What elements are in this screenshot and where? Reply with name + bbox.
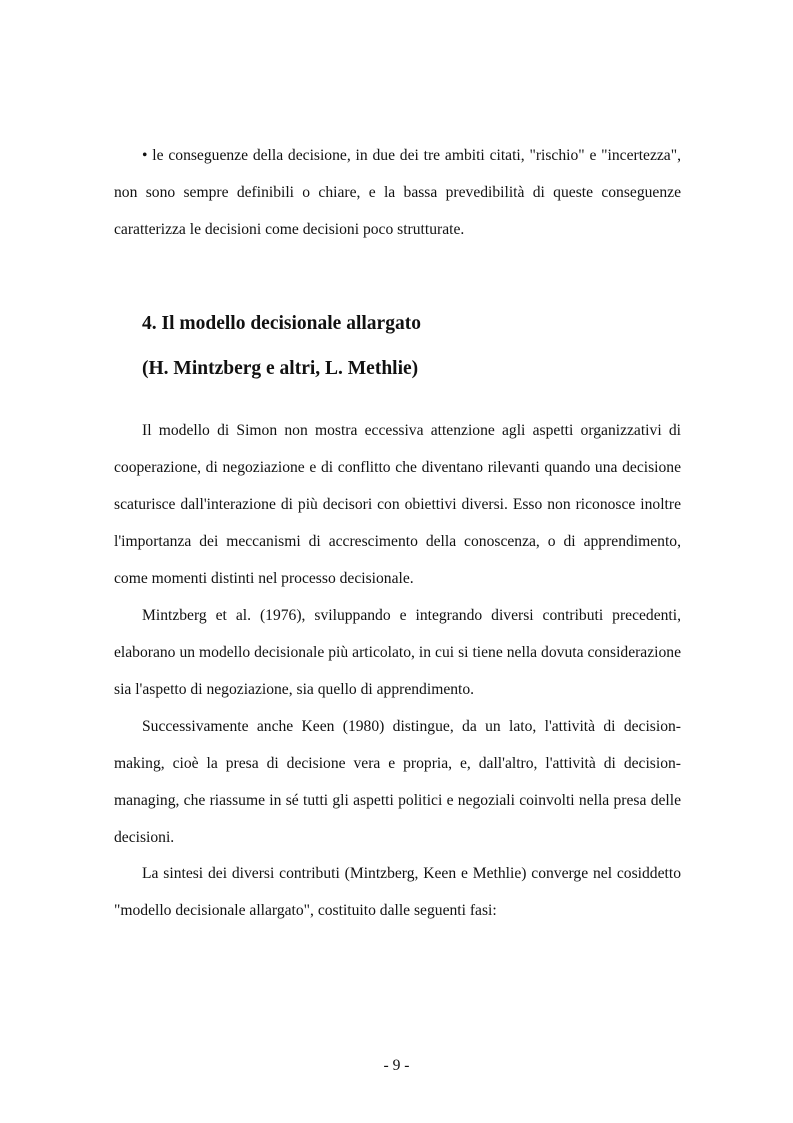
section-title: 4. Il modello decisionale allargato [142, 313, 421, 334]
bullet-item [114, 137, 681, 248]
bullet-icon: • [142, 147, 148, 164]
paragraph-mintzberg: Mintzberg et al. (1976), sviluppando e integrando diversi contributi precedenti, elaborano un modello decisionale più articolato, in cui si tiene nella dovuta considerazione sia l'aspetto di negoziazione, sia quello di apprendimento. [114, 607, 681, 698]
bullet-text: le conseguenze della decisione, in due dei tre ambiti citati, "rischio" e "incertezza", non sono sempre definibili o chiare, e la bassa prevedibilità di queste conseguenze caratterizza le decisioni come decisioni poco strutturate. [114, 147, 681, 238]
page-number: - 9 - [383, 1057, 410, 1074]
paragraph-synthesis: La sintesi dei diversi contributi (Mintzberg, Keen e Methlie) converge nel cosiddetto "modello decisionale allargato", costituito dalle seguenti fasi: [114, 865, 681, 919]
paragraph-keen: Successivamente anche Keen (1980) distingue, da un lato, l'attività di decision-making, cioè la presa di decisione vera e propria, e, dall'altro, l'attività di decision-managing, che riassume in sé tutti gli aspetti politici e negoziali coinvolti nella presa delle decisioni. [114, 718, 681, 846]
paragraph-simon-model: Il modello di Simon non mostra eccessiva attenzione agli aspetti organizzativi di cooperazione, di negoziazione e di conflitto che diventano rilevanti quando una decisione scaturisce dall'interazione di più decisori con obiettivi diversi. Esso non riconosce inoltre l'importanza dei meccanismi di accrescimento della conoscenza, o di apprendimento, come momenti distinti nel processo decisionale. [114, 422, 681, 587]
section-subtitle: (H. Mintzberg e altri, L. Methlie) [142, 358, 419, 379]
